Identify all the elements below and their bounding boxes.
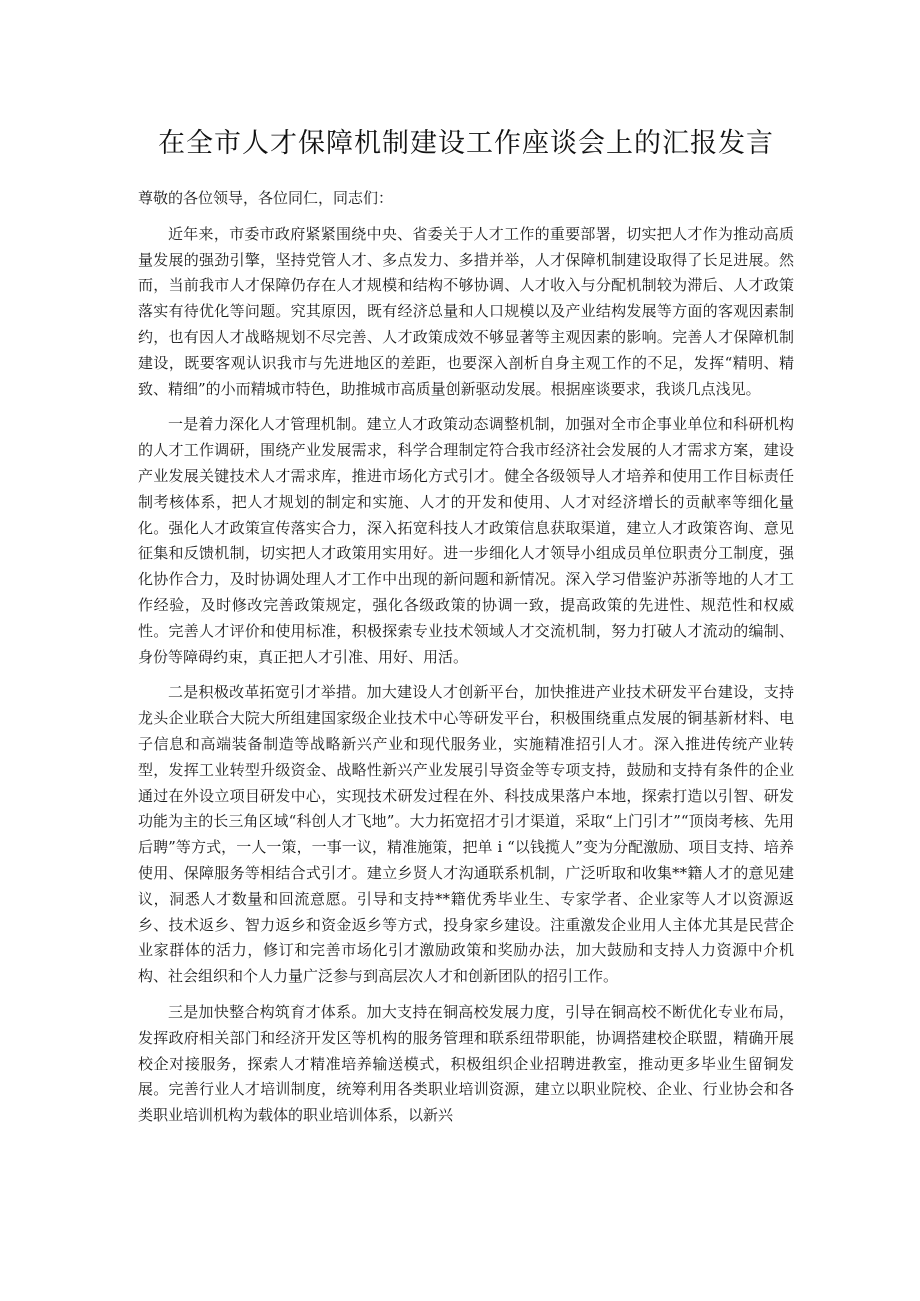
salutation: 尊敬的各位领导，各位同仁，同志们： [138,189,394,207]
paragraph-talent-management: 一是着力深化人才管理机制。建立人才政策动态调整机制，加强对全市企事业单位和科研机构的人才工作调研，围绕产业发展需求，科学合理制定符合我市经济社会发展的人才需求方案，建设产业发展关键技术人才需求库，推进市场化方式引才。健全各级领导人才培养和使用工作目标责任制考核体系，把人才规划的制定和实施、人才的开发和使用、人才对经济增长的贡献率等细化量化。强化人才政策宣传落实合力，深入拓宽科技人才政策信息获取渠道，建立人才政策咨询、意见征集和反馈机制，切实把人才政策用实用好。进一步细化人才领导小组成员单位职责分工制度，强化协作合力，及时协调处理人才工作中出现的新问题和新情况。深入学习借鉴沪苏浙等地的人才工作经验，及时修改完善政策规定，强化各级政策的协调一致，提高政策的先进性、规范性和权威性。完善人才评价和使用标准，积极探索专业技术领域人才交流机制，努力打破人才流动的编制、身份等障碍约束，真正把人才引准、用好、用活。 [138,415,794,666]
paragraph-talent-recruitment: 二是积极改革拓宽引才举措。加大建设人才创新平台，加快推进产业技术研发平台建设，支持龙头企业联合大院大所组建国家级企业技术中心等研发平台，积极围绕重点发展的铜基新材料、电子信息和高端装备制造等战略新兴产业和现代服务业，实施精准招引人才。深入推进传统产业转型，发挥工业转型升级资金、战略性新兴产业发展引导资金等专项支持，鼓励和支持有条件的企业通过在外设立项目研发中心，实现技术研发过程在外、科技成果落户本地，探索打造以引智、研发功能为主的长三角区域“科创人才飞地”。大力拓宽招才引才渠道，采取“上门引才”“顶岗考核、先用后聘”等方式，一人一策，一事一议，精准施策，把单 i “以钱揽人”变为分配激励、项目支持、培养使用、保障服务等相结合式引才。建立乡贤人才沟通联系机制，广泛听取和收集**籍人才的意见建议，洞悉人才数量和回流意愿。引导和支持**籍优秀毕业生、专家学者、企业家等人才以资源返乡、技术返乡、智力返乡和资金返乡等方式，投身家乡建设。注重激发企业用人主体尤其是民营企业家群体的活力，修订和完善市场化引才激励政策和奖励办法，加大鼓励和支持人力资源中介机构、社会组织和个人力量广泛参与到高层次人才和创新团队的招引工作。 [138,683,794,986]
document-title: 在全市人才保障机制建设工作座谈会上的汇报发言 [158,128,774,159]
document-page [138,120,794,1139]
paragraph-talent-cultivation: 三是加快整合构筑育才体系。加大支持在铜高校发展力度，引导在铜高校不断优化专业布局，发挥政府相关部门和经济开发区等机构的服务管理和联系纽带职能，协调搭建校企联盟，精确开展校企对接服务，探索人才精准培养输送模式，积极组织企业招聘进教室，推动更多毕业生留铜发展。完善行业人才培训制度，统筹利用各类职业培训资源，建立以职业院校、企业、行业协会和各类职业培训机构为载体的职业培训体系，以新兴 [138,1002,794,1125]
paragraph-intro: 近年来，市委市政府紧紧围绕中央、省委关于人才工作的重要部署，切实把人才作为推动高质量发展的强劲引擎，坚持党管人才、多点发力、多措并举，人才保障机制建设取得了长足进展。然而，当前我市人才保障仍存在人才规模和结构不够协调、人才收入与分配机制较为滞后、人才政策落实有待优化等问题。究其原因，既有经济总量和人口规模以及产业结构发展等方面的客观因素制约，也有因人才战略规划不尽完善、人才政策成效不够显著等主观因素的影响。完善人才保障机制建设，既要客观认识我市与先进地区的差距，也要深入剖析自身主观工作的不足，发挥“精明、精致、精细”的小而精城市特色，助推城市高质量创新驱动发展。根据座谈要求，我谈几点浅见。 [138,224,794,398]
